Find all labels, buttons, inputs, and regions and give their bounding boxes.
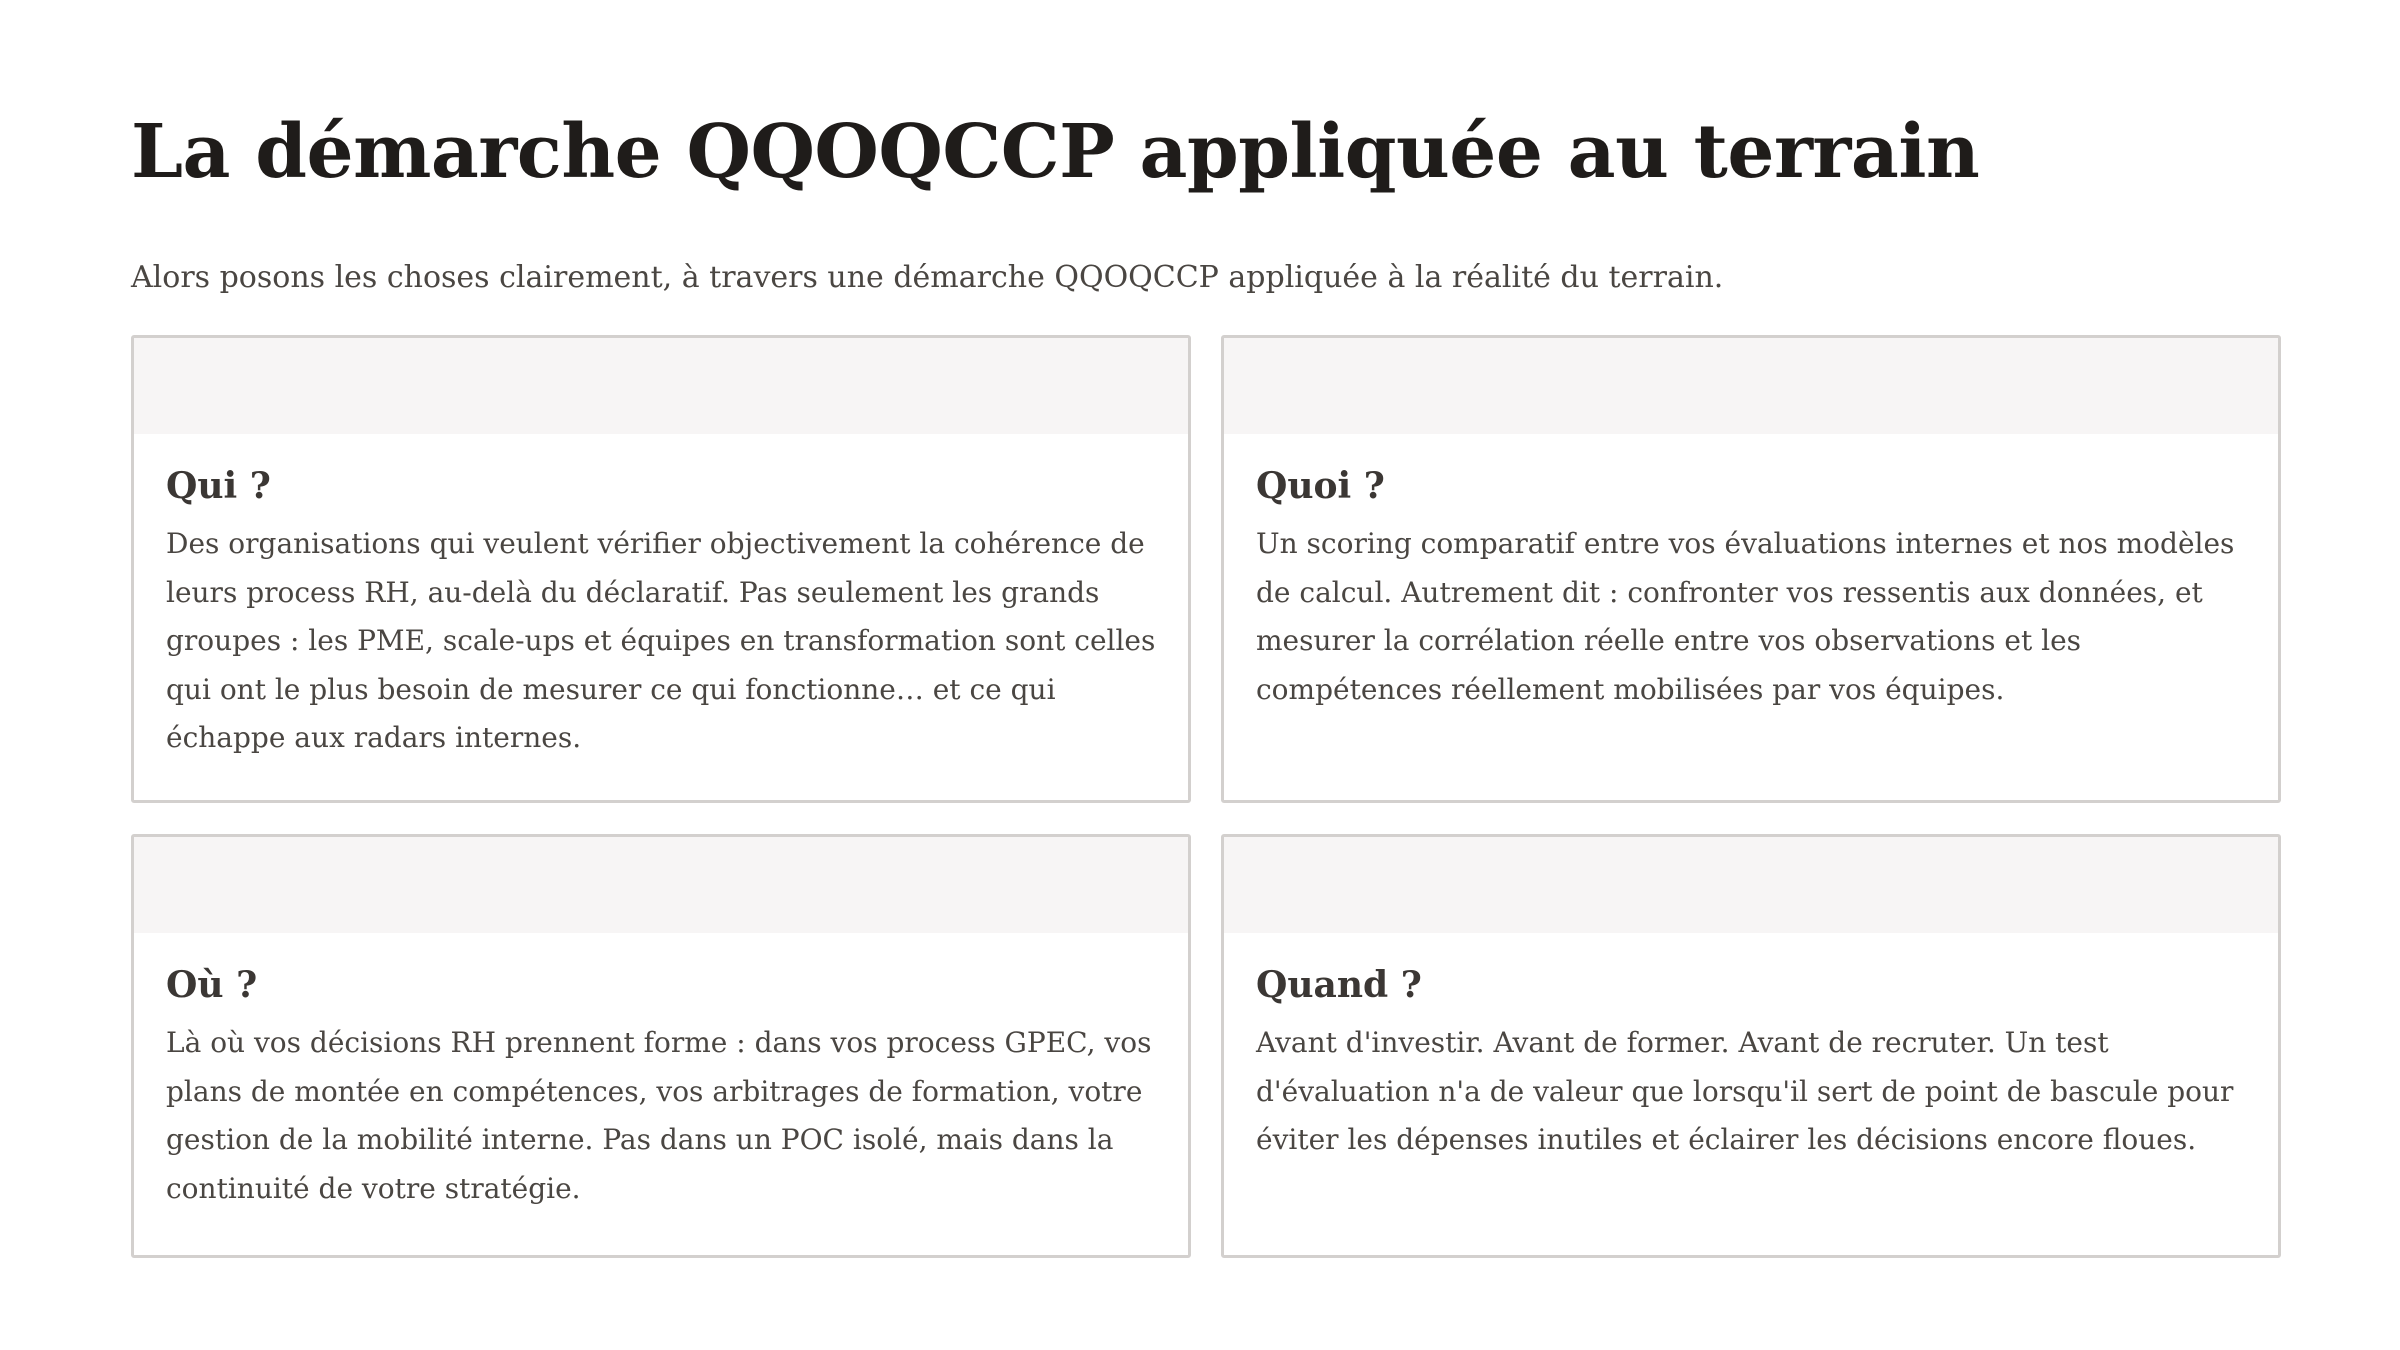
card-text: Là où vos décisions RH prennent forme : dans vos process GPEC, vos plans de montée en compétences, vos arbitrages de formation, votre gestion de la mobilité interne. Pas dans un POC isolé, mais dans la continuité de votre stratégie. — [166, 1026, 1152, 1205]
card-title: Qui ? — [166, 465, 271, 507]
card-quoi — [1221, 335, 2281, 803]
qqoqccp-card-grid — [131, 335, 2281, 1258]
card-text: Un scoring comparatif entre vos évaluations internes et nos modèles de calcul. Autrement dit : confronter vos ressentis aux données, et mesurer la corrélation réelle entre vos observations et les compétences réellement mobilisées par vos équipes. — [1256, 527, 2235, 706]
card-header-band — [134, 837, 1188, 933]
card-header-band — [1224, 837, 2278, 933]
card-qui — [131, 335, 1191, 803]
card-quand — [1221, 834, 2281, 1258]
page-title: La démarche QQOQCCP appliquée au terrain — [131, 109, 1980, 195]
card-text: Avant d'investir. Avant de former. Avant de recruter. Un test d'évaluation n'a de valeur que lorsqu'il sert de point de bascule pour éviter les dépenses inutiles et éclairer les décisions encore floues. — [1256, 1026, 2234, 1156]
card-body — [1224, 434, 2278, 714]
card-header-band — [1224, 338, 2278, 434]
card-title: Quoi ? — [1256, 465, 1385, 507]
card-body — [134, 434, 1188, 763]
card-title: Quand ? — [1256, 964, 1422, 1006]
card-ou — [131, 834, 1191, 1258]
card-title: Où ? — [166, 964, 258, 1006]
card-body — [1224, 933, 2278, 1165]
card-text: Des organisations qui veulent vérifier objectivement la cohérence de leurs process RH, au-delà du déclaratif. Pas seulement les grands groupes : les PME, scale-ups et équipes en transformation sont celles qui ont le plus besoin de mesurer ce qui fonctionne… et ce qui échappe aux radars internes. — [166, 527, 1156, 754]
card-header-band — [134, 338, 1188, 434]
card-body — [134, 933, 1188, 1213]
page-subtitle: Alors posons les choses clairement, à travers une démarche QQOQCCP appliquée à la réalité du terrain. — [131, 260, 1724, 295]
